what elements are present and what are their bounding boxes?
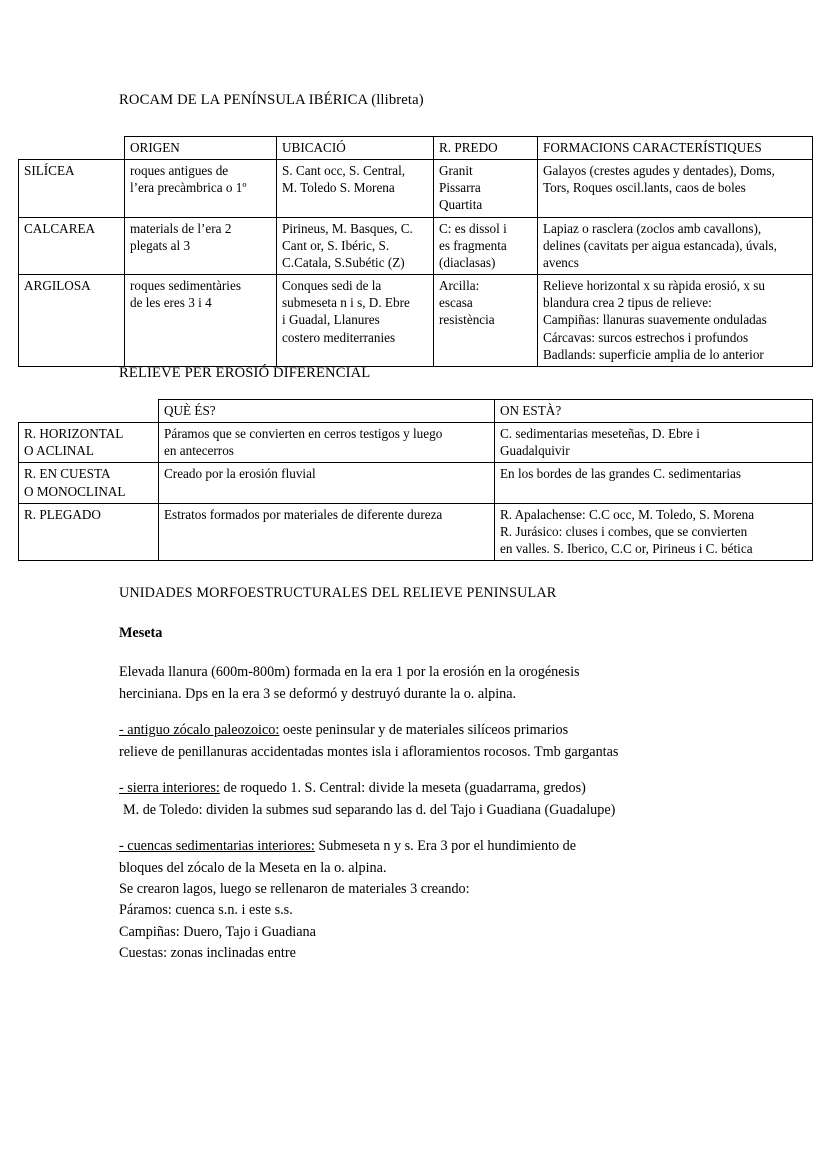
- cell-ubicacio: [277, 275, 434, 367]
- sierra-label: - sierra interiores:: [119, 780, 220, 796]
- cell-que-es: [159, 423, 495, 463]
- cell-line: R. PLEGADO: [24, 506, 101, 522]
- paragraph-cuencas: [119, 836, 819, 901]
- paragraph-line: Elevada llanura (600m-800m) formada en la era 1 por la erosión en la orogénesis: [119, 664, 580, 680]
- paragraph-zocalo: [119, 720, 819, 763]
- table-header-row: [19, 137, 813, 160]
- cell-formacions: [538, 160, 813, 217]
- table-relieve: [18, 399, 813, 561]
- cell-line: en antecerros: [164, 443, 234, 459]
- cell-line: es fragmenta: [439, 237, 507, 253]
- zocalo-label: - antiguo zócalo paleozoico:: [119, 722, 280, 738]
- cell-line: avencs: [543, 254, 579, 270]
- cell-line: Badlands: superficie amplia de lo anterior: [543, 346, 764, 362]
- cell-line: Guadalquivir: [500, 443, 570, 459]
- table-row: [19, 423, 813, 463]
- paragraph-line: bloques del zócalo de la Meseta en la o. alpina.: [119, 859, 387, 876]
- cell-line: Cárcavas: surcos estrechos i profundos: [543, 329, 749, 345]
- cell-line: C.Catala, S.Subétic (Z): [282, 254, 405, 270]
- row-type-horizontal: [19, 423, 159, 463]
- cell-origen: [125, 160, 277, 217]
- page-title-relieve: RELIEVE PER EROSIÓ DIFERENCIAL: [119, 365, 371, 381]
- cell-formacions: [538, 217, 813, 274]
- paragraph-line: herciniana. Dps en la era 3 se deformó y destruyó durante la o. alpina.: [119, 685, 517, 702]
- cell-line: materials de l’era 2: [130, 220, 232, 236]
- header-cell-empty: [19, 137, 125, 160]
- cell-ubicacio: [277, 160, 434, 217]
- cell-line: R. HORIZONTAL: [24, 426, 124, 442]
- table-row: [19, 275, 813, 367]
- table-row: [19, 160, 813, 217]
- cell-que-es: [159, 503, 495, 560]
- subheading-meseta: Meseta: [119, 625, 163, 641]
- paragraph-line: [119, 778, 819, 800]
- paragraph-line: relieve de penillanuras accidentadas montes isla i afloramientos rocosos. Tmb gargantas: [119, 743, 619, 760]
- cell-line: C. sedimentarias meseteñas, D. Ebre i: [500, 426, 700, 442]
- cell-line: i Guadal, Llanures: [282, 312, 380, 328]
- cell-line: R. Apalachense: C.C occ, M. Toledo, S. Morena: [500, 506, 755, 522]
- paragraph-line: Se crearon lagos, luego se rellenaron de materiales 3 creando:: [119, 881, 470, 897]
- cell-line: de les eres 3 i 4: [130, 295, 212, 311]
- paragraph-line: Cuestas: zonas inclinadas entre: [119, 945, 296, 961]
- header-cell-ubicacio: UBICACIÓ: [277, 137, 434, 160]
- cell-predo: [434, 217, 538, 274]
- cell-line: O ACLINAL: [24, 443, 94, 459]
- header-cell-formacions: FORMACIONS CARACTERÍSTIQUES: [538, 137, 813, 160]
- cell-on-esta: [495, 463, 813, 503]
- page-title-unidades: UNIDADES MORFOESTRUCTURALES DEL RELIEVE PENINSULAR: [119, 585, 557, 601]
- table-row: [19, 463, 813, 503]
- cell-line: l’era precàmbrica o 1º: [130, 180, 247, 196]
- paragraph-line: Páramos: cuenca s.n. i este s.s.: [119, 902, 293, 918]
- header-cell-origen: ORIGEN: [125, 137, 277, 160]
- cuencas-label: - cuencas sedimentarias interiores:: [119, 838, 315, 854]
- cell-line: Pirineus, M. Basques, C.: [282, 220, 413, 236]
- cell-line: blandura crea 2 tipus de relieve:: [543, 295, 712, 311]
- cell-line: en valles. S. Iberico, C.C or, Pirineus i C. bética: [500, 541, 753, 557]
- row-type-cuesta: [19, 463, 159, 503]
- paragraph-meseta: [119, 662, 819, 705]
- cell-line: M. Toledo S. Morena: [282, 180, 395, 196]
- row-type-argilosa: ARGILOSA: [19, 275, 125, 367]
- paragraph-listado: [119, 900, 819, 965]
- page-title-rocam: ROCAM DE LA PENÍNSULA IBÉRICA (llibreta): [119, 92, 424, 108]
- cell-on-esta: [495, 503, 813, 560]
- cell-line: escasa: [439, 295, 473, 311]
- cell-line: Páramos que se convierten en cerros testigos y luego: [164, 426, 443, 442]
- cell-line: Campiñas: llanuras suavemente onduladas: [543, 312, 767, 328]
- paragraph-sierra: [119, 778, 819, 821]
- cuencas-text: Submeseta n y s. Era 3 por el hundimiento de: [314, 838, 577, 854]
- cell-line: S. Cant occ, S. Central,: [282, 163, 406, 179]
- cell-line: Arcilla:: [439, 278, 480, 294]
- header-cell-on-esta: ON ESTÀ?: [495, 400, 813, 423]
- cell-formacions: [538, 275, 813, 367]
- cell-on-esta: [495, 423, 813, 463]
- cell-line: En los bordes de las grandes C. sedimentarias: [500, 466, 741, 482]
- header-cell-que-es: QUÈ ÉS?: [159, 400, 495, 423]
- cell-line: Conques sedi de la: [282, 278, 382, 294]
- cell-line: Estratos formados por materiales de diferente dureza: [164, 506, 443, 522]
- cell-origen: [125, 217, 277, 274]
- cell-predo: [434, 275, 538, 367]
- zocalo-text: oeste peninsular y de materiales silíceos primarios: [279, 722, 569, 738]
- table-row: [19, 503, 813, 560]
- cell-line: roques sedimentàries: [130, 278, 241, 294]
- header-cell-predo: R. PREDO: [434, 137, 538, 160]
- cell-line: Pissarra: [439, 180, 481, 196]
- cell-ubicacio: [277, 217, 434, 274]
- cell-line: resistència: [439, 312, 495, 328]
- row-type-plegado: [19, 503, 159, 560]
- paragraph-line: Campiñas: Duero, Tajo i Guadiana: [119, 923, 316, 940]
- cell-line: Galayos (crestes agudes y dentades), Doms,: [543, 163, 775, 179]
- cell-line: C: es dissol i: [439, 220, 507, 236]
- cell-line: plegats al 3: [130, 237, 191, 253]
- cell-line: Relieve horizontal x su ràpida erosió, x su: [543, 278, 765, 294]
- table-rocam: [18, 136, 813, 367]
- header-cell-empty: [19, 400, 159, 423]
- cell-line: Cant or, S. Ibéric, S.: [282, 237, 390, 253]
- row-type-calcarea: CALCAREA: [19, 217, 125, 274]
- cell-line: R. Jurásico: cluses i combes, que se convierten: [500, 523, 748, 539]
- cell-line: roques antigues de: [130, 163, 229, 179]
- paragraph-line: M. de Toledo: dividen la submes sud separando las d. del Tajo i Guadiana (Guadalupe): [123, 801, 616, 818]
- paragraph-line: [119, 836, 819, 858]
- cell-line: Creado por la erosión fluvial: [164, 466, 316, 482]
- cell-line: Granit: [439, 163, 473, 179]
- cell-line: O MONOCLINAL: [24, 483, 126, 499]
- cell-line: submeseta n i s, D. Ebre: [282, 295, 410, 311]
- table-header-row: [19, 400, 813, 423]
- table-row: [19, 217, 813, 274]
- cell-que-es: [159, 463, 495, 503]
- cell-line: costero mediterranies: [282, 329, 396, 345]
- paragraph-line: [119, 720, 819, 742]
- cell-line: Tors, Roques oscil.lants, caos de boles: [543, 180, 746, 196]
- cell-line: Lapiaz o rasclera (zoclos amb cavallons),: [543, 220, 762, 236]
- row-type-silicea: SILÍCEA: [19, 160, 125, 217]
- cell-origen: [125, 275, 277, 367]
- cell-line: (diaclasas): [439, 254, 496, 270]
- cell-line: delines (cavitats per aigua estancada), úvals,: [543, 237, 777, 253]
- sierra-text: de roquedo 1. S. Central: divide la meseta (guadarrama, gredos): [219, 780, 586, 796]
- cell-line: Quartita: [439, 197, 483, 213]
- cell-line: R. EN CUESTA: [24, 466, 111, 482]
- cell-predo: [434, 160, 538, 217]
